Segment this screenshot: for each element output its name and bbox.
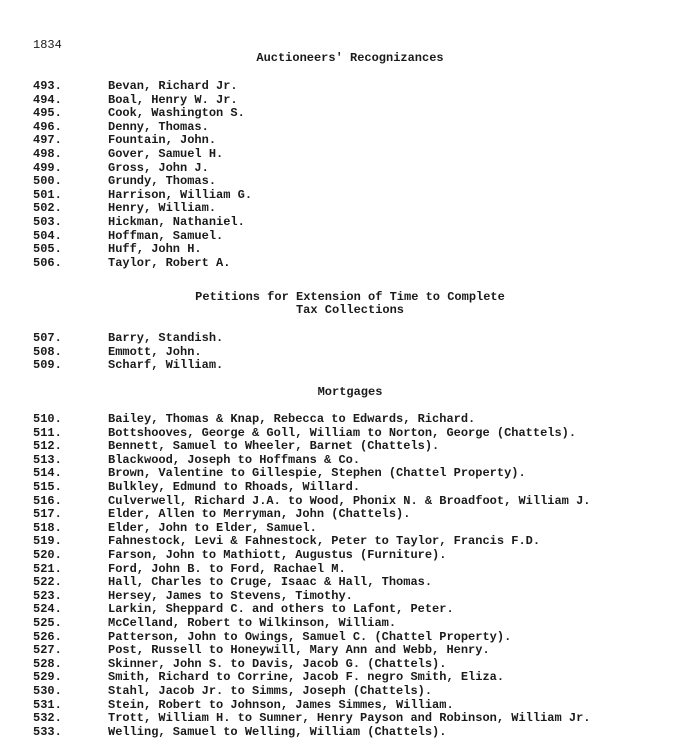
entry-number: 526. bbox=[33, 629, 62, 644]
section-heading bbox=[0, 52, 700, 65]
list-item bbox=[33, 549, 446, 562]
entry-number: 516. bbox=[33, 493, 62, 508]
list-item bbox=[33, 332, 223, 345]
entry-name: Culverwell, Richard J.A. to Wood, Phonix N. & Broadfoot, William J. bbox=[108, 493, 591, 508]
entry-number: 529. bbox=[33, 670, 62, 685]
entry-number: 527. bbox=[33, 643, 62, 658]
entry-name: Larkin, Sheppard C. and others to Lafont, Peter. bbox=[108, 602, 454, 617]
list-item bbox=[33, 454, 360, 467]
entry-number: 495. bbox=[33, 106, 62, 121]
section-title: Mortgages bbox=[317, 385, 383, 399]
entry-name: Fahnestock, Levi & Fahnestock, Peter to Taylor, Francis F.D. bbox=[108, 534, 541, 549]
list-item bbox=[33, 495, 590, 508]
entry-number: 520. bbox=[33, 548, 62, 562]
list-item bbox=[33, 535, 540, 548]
list-item bbox=[33, 107, 245, 120]
entry-name: Bottshooves, George & Goll, William to Norton, George (Chattels). bbox=[108, 425, 577, 440]
entry-number: 511. bbox=[33, 425, 62, 440]
entry-name: Gross, John J. bbox=[108, 160, 209, 175]
entry-number: 524. bbox=[33, 602, 62, 617]
entry-number: 498. bbox=[33, 147, 62, 161]
list-item bbox=[33, 427, 576, 440]
list-item bbox=[33, 631, 511, 644]
entry-number: 533. bbox=[33, 724, 62, 739]
list-item bbox=[33, 590, 353, 603]
entry-name: Denny, Thomas. bbox=[108, 119, 209, 134]
section-heading bbox=[0, 291, 700, 317]
entry-name: Welling, Samuel to Welling, William (Chattels). bbox=[108, 724, 447, 739]
list-item bbox=[33, 80, 238, 93]
entry-name: Elder, Allen to Merryman, John (Chattels). bbox=[108, 507, 411, 522]
entry-name: Grundy, Thomas. bbox=[108, 174, 217, 189]
list-item bbox=[33, 257, 230, 270]
entry-number: 494. bbox=[33, 92, 62, 107]
list-item bbox=[33, 576, 432, 589]
entry-name: Huff, John H. bbox=[108, 242, 202, 257]
list-item bbox=[33, 481, 360, 494]
entry-number: 503. bbox=[33, 215, 62, 229]
entry-name: Bennett, Samuel to Wheeler, Barnet (Chattels). bbox=[108, 439, 440, 454]
list-item bbox=[33, 467, 526, 480]
entry-number: 502. bbox=[33, 201, 62, 216]
list-item bbox=[33, 563, 346, 576]
list-item bbox=[33, 644, 490, 657]
entry-number: 528. bbox=[33, 656, 62, 671]
section-title: Petitions for Extension of Time to Complete bbox=[195, 290, 505, 304]
list-item bbox=[33, 148, 223, 161]
entry-name: McCelland, Robert to Wilkinson, William. bbox=[108, 616, 397, 630]
entry-name: Bevan, Richard Jr. bbox=[108, 79, 238, 93]
entry-name: Hoffman, Samuel. bbox=[108, 228, 224, 243]
entry-name: Fountain, John. bbox=[108, 133, 217, 148]
entry-number: 512. bbox=[33, 439, 62, 454]
entry-name: Henry, William. bbox=[108, 201, 217, 216]
entry-name: Stahl, Jacob Jr. to Simms, Joseph (Chattels). bbox=[108, 684, 433, 698]
entry-number: 515. bbox=[33, 480, 62, 494]
section-heading bbox=[0, 386, 700, 399]
list-item bbox=[33, 685, 432, 698]
list-item bbox=[33, 189, 252, 202]
list-item bbox=[33, 603, 454, 616]
entry-number: 523. bbox=[33, 588, 62, 603]
list-item bbox=[33, 699, 454, 712]
entry-number: 531. bbox=[33, 697, 62, 712]
entry-number: 532. bbox=[33, 711, 62, 726]
list-item bbox=[33, 617, 396, 630]
list-item bbox=[33, 671, 504, 684]
entry-name: Post, Russell to Honeywill, Mary Ann and Webb, Henry. bbox=[108, 643, 490, 658]
entry-name: Patterson, John to Owings, Samuel C. (Chattel Property). bbox=[108, 629, 512, 644]
entry-name: Trott, William H. to Sumner, Henry Payson and Robinson, William Jr. bbox=[108, 711, 591, 726]
entry-name: Blackwood, Joseph to Hoffmans & Co. bbox=[108, 452, 361, 467]
entry-name: Skinner, John S. to Davis, Jacob G. (Chattels). bbox=[108, 656, 447, 671]
entry-name: Taylor, Robert A. bbox=[108, 255, 231, 270]
entry-number: 514. bbox=[33, 466, 62, 481]
entry-name: Stein, Robert to Johnson, James Simmes, William. bbox=[108, 697, 454, 712]
entry-number: 499. bbox=[33, 160, 62, 175]
entry-number: 506. bbox=[33, 255, 62, 270]
entry-name: Farson, John to Mathiott, Augustus (Furniture). bbox=[108, 548, 447, 562]
entry-number: 497. bbox=[33, 133, 62, 148]
entry-name: Cook, Washington S. bbox=[108, 106, 245, 121]
section-subtitle: Tax Collections bbox=[295, 303, 405, 317]
entry-number: 517. bbox=[33, 507, 62, 522]
entry-number: 521. bbox=[33, 561, 62, 576]
entry-name: Scharf, William. bbox=[108, 358, 224, 373]
list-item bbox=[33, 121, 209, 134]
entry-number: 501. bbox=[33, 187, 62, 202]
entry-number: 513. bbox=[33, 452, 62, 467]
entry-name: Hall, Charles to Cruge, Isaac & Hall, Thomas. bbox=[108, 575, 433, 590]
section-title: Auctioneers' Recognizances bbox=[256, 51, 444, 65]
page-year: 1834 bbox=[33, 38, 62, 52]
entry-number: 530. bbox=[33, 684, 62, 698]
list-item bbox=[33, 175, 216, 188]
entry-name: Hersey, James to Stevens, Timothy. bbox=[108, 588, 353, 603]
entry-name: Harrison, William G. bbox=[108, 187, 253, 202]
entry-name: Boal, Henry W. Jr. bbox=[108, 92, 238, 107]
entry-name: Hickman, Nathaniel. bbox=[108, 215, 245, 229]
entry-number: 500. bbox=[33, 174, 62, 189]
entry-number: 504. bbox=[33, 228, 62, 243]
entry-number: 522. bbox=[33, 575, 62, 590]
list-item bbox=[33, 726, 446, 739]
entry-number: 493. bbox=[33, 79, 62, 93]
entry-name: Elder, John to Elder, Samuel. bbox=[108, 520, 317, 535]
entry-number: 518. bbox=[33, 520, 62, 535]
entry-name: Barry, Standish. bbox=[108, 331, 224, 345]
list-item bbox=[33, 94, 238, 107]
entry-number: 525. bbox=[33, 616, 62, 630]
entry-number: 507. bbox=[33, 331, 62, 345]
list-item bbox=[33, 508, 410, 521]
entry-name: Gover, Samuel H. bbox=[108, 147, 224, 161]
list-item bbox=[33, 230, 223, 243]
list-item bbox=[33, 658, 446, 671]
list-item bbox=[33, 413, 475, 426]
list-item bbox=[33, 440, 439, 453]
list-item bbox=[33, 359, 223, 372]
list-item bbox=[33, 346, 202, 359]
list-item bbox=[33, 162, 209, 175]
list-item bbox=[33, 712, 590, 725]
entry-number: 496. bbox=[33, 119, 62, 134]
entry-number: 519. bbox=[33, 534, 62, 549]
list-item bbox=[33, 216, 245, 229]
entry-number: 510. bbox=[33, 412, 62, 426]
entry-name: Bailey, Thomas & Knap, Rebecca to Edwards, Richard. bbox=[108, 412, 476, 426]
entry-name: Brown, Valentine to Gillespie, Stephen (Chattel Property). bbox=[108, 466, 526, 481]
entry-name: Ford, John B. to Ford, Rachael M. bbox=[108, 561, 346, 576]
entry-name: Emmott, John. bbox=[108, 344, 202, 359]
list-item bbox=[33, 134, 216, 147]
entry-name: Bulkley, Edmund to Rhoads, Willard. bbox=[108, 480, 361, 494]
list-item bbox=[33, 202, 216, 215]
list-item bbox=[33, 522, 317, 535]
entry-number: 505. bbox=[33, 242, 62, 257]
entry-number: 508. bbox=[33, 344, 62, 359]
entry-number: 509. bbox=[33, 358, 62, 373]
entry-name: Smith, Richard to Corrine, Jacob F. negro Smith, Eliza. bbox=[108, 670, 505, 685]
list-item bbox=[33, 243, 202, 256]
